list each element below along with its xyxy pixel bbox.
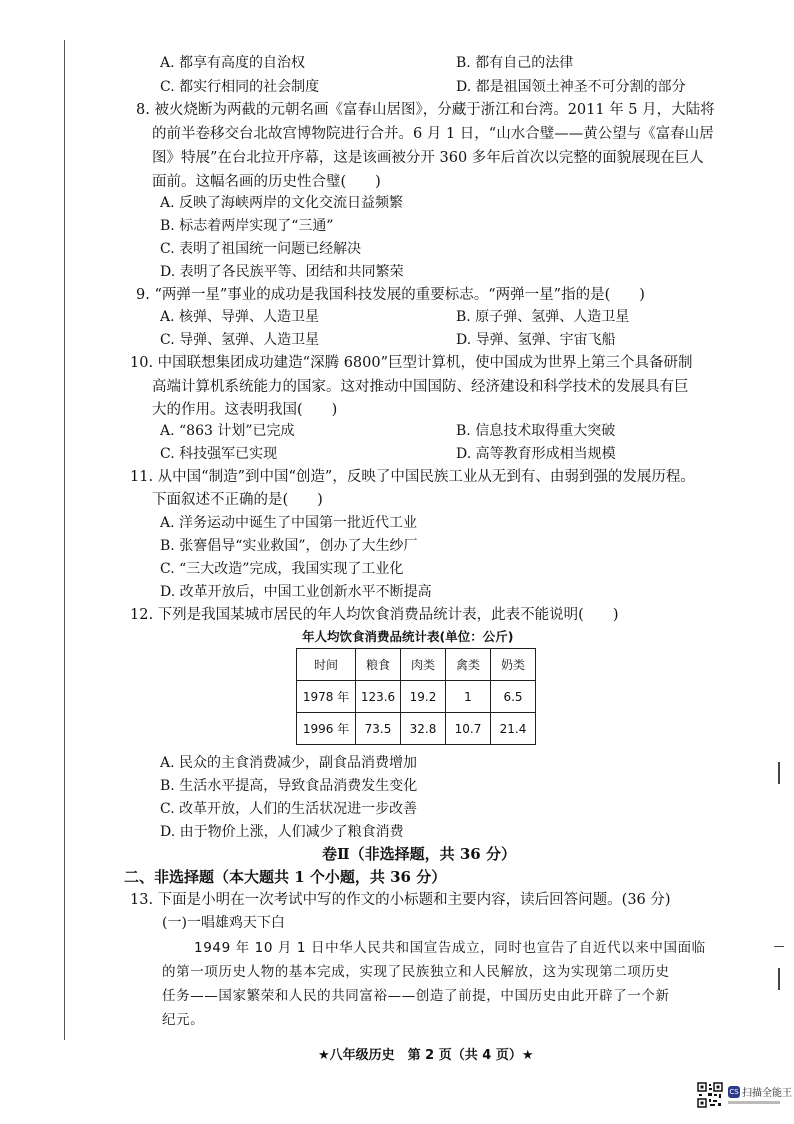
q13-essay-line-4: 纪元。 <box>162 1012 205 1028</box>
table-cell: 73.5 <box>356 713 401 745</box>
q11-stem-line-1: 11. 从中国“制造”到中国“创造”，反映了中国民族工业从无到有、由弱到强的发展历程。 <box>130 469 695 485</box>
table-header-cell: 粮食 <box>356 649 401 681</box>
table-cell: 32.8 <box>401 713 446 745</box>
q9-option-a: A. 核弹、导弹、人造卫星 <box>160 309 320 325</box>
q8-stem-line-2: 的前半卷移交台北故宫博物院进行合并。6 月 1 日，“山水合璧——黄公望与《富春山居 <box>152 126 714 142</box>
q12-option-d: D. 由于物价上涨，人们减少了粮食消费 <box>160 824 404 840</box>
q11-stem-line-2: 下面叙述不正确的是( ) <box>152 492 323 508</box>
q7-option-c: C. 都实行相同的社会制度 <box>160 79 320 95</box>
table-header-cell: 肉类 <box>401 649 446 681</box>
q8-stem-line-3: 图》特展”在台北拉开序幕，这是该画被分开 360 多年后首次以完整的面貌展现在巨人 <box>152 150 704 166</box>
q13-essay-line-3: 任务——国家繁荣和人民的共同富裕——创造了前提，中国历史由此开辟了一个新 <box>162 988 670 1004</box>
q10-stem-line-1: 10. 中国联想集团成功建造“深腾 6800”巨型计算机，使中国成为世界上第三个具备研制 <box>130 355 693 371</box>
qr-code-icon <box>697 1082 723 1108</box>
q8-stem-line-1: 8. 被火烧断为两截的元朝名画《富春山居图》，分藏于浙江和台湾。2011 年 5 月，大陆将 <box>136 102 715 118</box>
q12-stats-table-wrap <box>296 648 536 745</box>
table-cell: 10.7 <box>446 713 491 745</box>
table-cell: 21.4 <box>491 713 536 745</box>
page-footer: ★八年级历史 第 2 页（共 4 页）★ <box>318 1048 534 1063</box>
volume-ii-title: 卷Ⅱ（非选择题，共 36 分） <box>322 845 516 863</box>
q10-stem-line-3: 大的作用。这表明我国( ) <box>152 402 338 418</box>
scan-edge-mark <box>778 968 780 990</box>
q11-option-a: A. 洋务运动中诞生了中国第一批近代工业 <box>160 515 418 531</box>
q10-option-d: D. 高等教育形成相当规模 <box>456 446 616 462</box>
q12-stats-table <box>296 648 536 745</box>
q13-essay-line-1: 1949 年 10 月 1 日中华人民共和国宣告成立，同时也宣告了自近代以来中国面临 <box>194 940 706 956</box>
q11-option-b: B. 张謇倡导“实业救国”，创办了大生纱厂 <box>160 538 418 554</box>
q12-option-a: A. 民众的主食消费减少，副食品消费增加 <box>160 755 418 771</box>
scan-edge-mark <box>774 946 784 947</box>
q7-option-a: A. 都享有高度的自治权 <box>160 55 306 71</box>
table-cell: 1978 年 <box>297 681 356 713</box>
q8-option-c: C. 表明了祖国统一问题已经解决 <box>160 241 362 257</box>
table-cell: 1996 年 <box>297 713 356 745</box>
table-row <box>297 713 536 745</box>
q11-option-d: D. 改革开放后，中国工业创新水平不断提高 <box>160 584 432 600</box>
q7-option-d: D. 都是祖国领土神圣不可分割的部分 <box>456 79 686 95</box>
q8-option-a: A. 反映了海峡两岸的文化交流日益频繁 <box>160 195 404 211</box>
q13-stem: 13. 下面是小明在一次考试中写的作文的小标题和主要内容，读后回答问题。(36 分) <box>130 892 671 908</box>
q9-option-c: C. 导弹、氢弹、人造卫星 <box>160 332 320 348</box>
table-header-row <box>297 649 536 681</box>
q13-essay-line-2: 的第一项历史人物的基本完成，实现了民族独立和人民解放，这为实现第二项历史 <box>162 964 670 980</box>
q8-stem-line-4: 面前。这幅名画的历史性合璧( ) <box>152 174 381 190</box>
scanner-brand-subtext <box>728 1101 780 1104</box>
table-cell: 123.6 <box>356 681 401 713</box>
q8-option-b: B. 标志着两岸实现了“三通” <box>160 218 334 234</box>
q10-stem-line-2: 高端计算机系统能力的国家。这对推动中国国防、经济建设和科学技术的发展具有巨 <box>152 379 689 395</box>
scanner-brand: 扫描全能王 <box>742 1088 792 1099</box>
q8-option-d: D. 表明了各民族平等、团结和共同繁荣 <box>160 264 404 280</box>
q10-option-b: B. 信息技术取得重大突破 <box>456 423 616 439</box>
section-heading: 二、非选择题（本大题共 1 个小题，共 36 分） <box>124 868 447 886</box>
q13-subtitle-1: (一)一唱雄鸡天下白 <box>162 915 285 931</box>
q12-stem: 12. 下列是我国某城市居民的年人均饮食消费品统计表，此表不能说明( ) <box>130 607 619 623</box>
table-header-cell: 禽类 <box>446 649 491 681</box>
q12-table-title: 年人均饮食消费品统计表(单位：公斤) <box>302 629 514 644</box>
q9-option-d: D. 导弹、氢弹、宇宙飞船 <box>456 332 616 348</box>
scan-edge-mark <box>778 762 780 784</box>
table-cell: 6.5 <box>491 681 536 713</box>
q12-option-b: B. 生活水平提高，导致食品消费发生变化 <box>160 778 418 794</box>
binding-margin-line <box>64 40 65 1040</box>
table-cell: 19.2 <box>401 681 446 713</box>
scanner-logo-icon: CS <box>729 1088 739 1096</box>
table-cell: 1 <box>446 681 491 713</box>
table-row <box>297 681 536 713</box>
q11-option-c: C. “三大改造”完成，我国实现了工业化 <box>160 561 404 577</box>
q12-option-c: C. 改革开放，人们的生活状况进一步改善 <box>160 801 418 817</box>
q10-option-c: C. 科技强军已实现 <box>160 446 278 462</box>
q9-stem: 9. “两弹一星”事业的成功是我国科技发展的重要标志。“两弹一星”指的是( ) <box>136 287 645 303</box>
table-header-cell: 奶类 <box>491 649 536 681</box>
table-header-cell: 时间 <box>297 649 356 681</box>
q10-option-a: A. “863 计划”已完成 <box>160 423 295 439</box>
q9-option-b: B. 原子弹、氢弹、人造卫星 <box>456 309 630 325</box>
q7-option-b: B. 都有自己的法律 <box>456 55 574 71</box>
